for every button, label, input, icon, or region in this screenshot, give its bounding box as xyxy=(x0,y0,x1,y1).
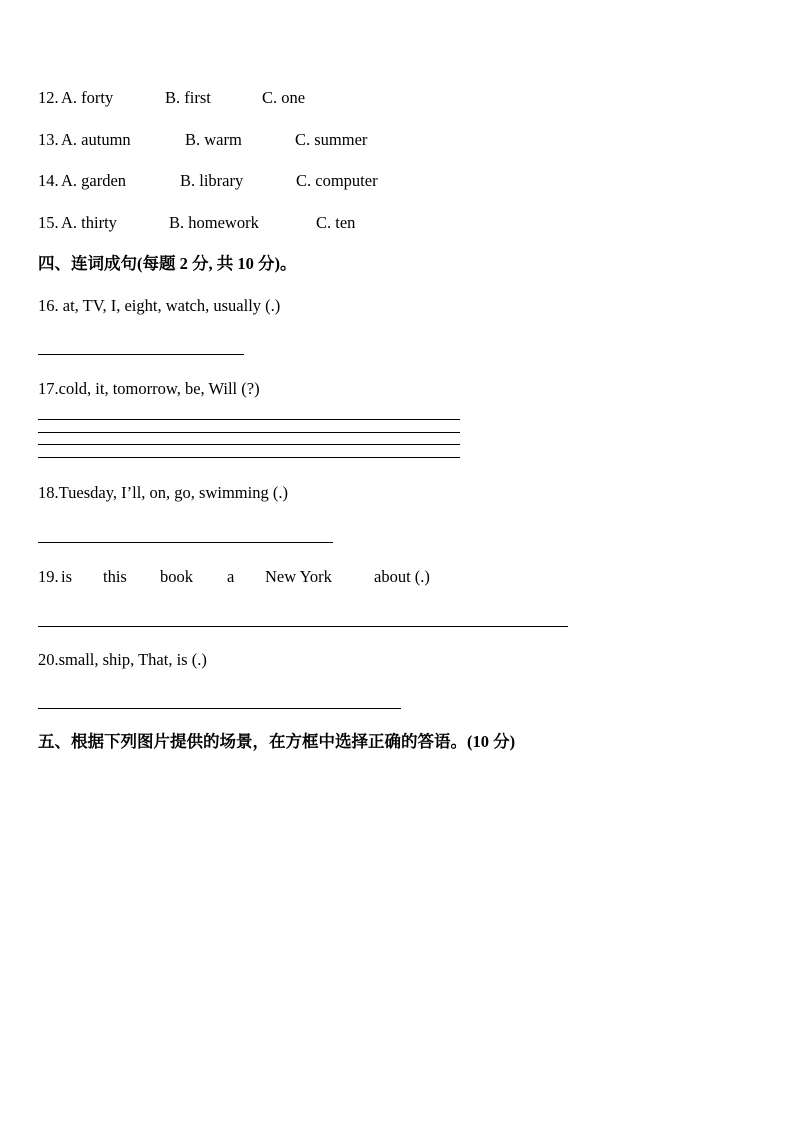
option-a: A. autumn xyxy=(61,130,131,149)
sentence-16: 16. at, TV, I, eight, watch, usually (.) xyxy=(38,296,281,315)
option-a: A. thirty xyxy=(61,213,117,232)
question-15 xyxy=(38,213,356,233)
section-four-heading: 四、连词成句(每题 2 分, 共 10 分)。 xyxy=(38,254,297,273)
option-b: B. warm xyxy=(185,130,242,149)
question-number: 15. xyxy=(38,213,59,232)
question-number: 13. xyxy=(38,130,59,149)
option-a: A. forty xyxy=(61,88,114,107)
option-b: B. homework xyxy=(169,213,259,232)
option-a: A. garden xyxy=(61,171,127,190)
answer-line-17a[interactable] xyxy=(38,419,460,420)
answer-line-19[interactable] xyxy=(38,626,568,627)
answer-line-17c[interactable] xyxy=(38,444,460,445)
answer-line-17b[interactable] xyxy=(38,432,460,433)
answer-line-20[interactable] xyxy=(38,708,401,709)
question-number: 12. xyxy=(38,88,59,107)
word-1: is xyxy=(61,567,73,586)
sentence-20: 20.small, ship, That, is (.) xyxy=(38,650,207,669)
sentence-18: 18.Tuesday, I’ll, on, go, swimming (.) xyxy=(38,483,288,502)
option-b: B. library xyxy=(180,171,244,190)
question-13 xyxy=(38,130,368,150)
word-5: New York xyxy=(265,567,332,586)
word-4: a xyxy=(227,567,235,586)
option-c: C. summer xyxy=(295,130,368,149)
option-c: C. one xyxy=(262,88,306,107)
answer-line-16[interactable] xyxy=(38,354,244,355)
word-3: book xyxy=(160,567,193,586)
question-12 xyxy=(38,88,306,108)
question-number: 19. xyxy=(38,567,59,586)
sentence-17: 17.cold, it, tomorrow, be, Will (?) xyxy=(38,379,260,398)
question-number: 14. xyxy=(38,171,59,190)
option-b: B. first xyxy=(165,88,211,107)
word-6: about (.) xyxy=(374,567,430,586)
option-c: C. computer xyxy=(296,171,378,190)
section-five-heading: 五、根据下列图片提供的场景，在方框中选择正确的答语。(10 分) xyxy=(38,732,516,751)
word-2: this xyxy=(103,567,127,586)
question-14 xyxy=(38,171,378,191)
option-c: C. ten xyxy=(316,213,356,232)
answer-line-17d[interactable] xyxy=(38,457,460,458)
sentence-19 xyxy=(38,567,558,587)
answer-line-18[interactable] xyxy=(38,542,333,543)
